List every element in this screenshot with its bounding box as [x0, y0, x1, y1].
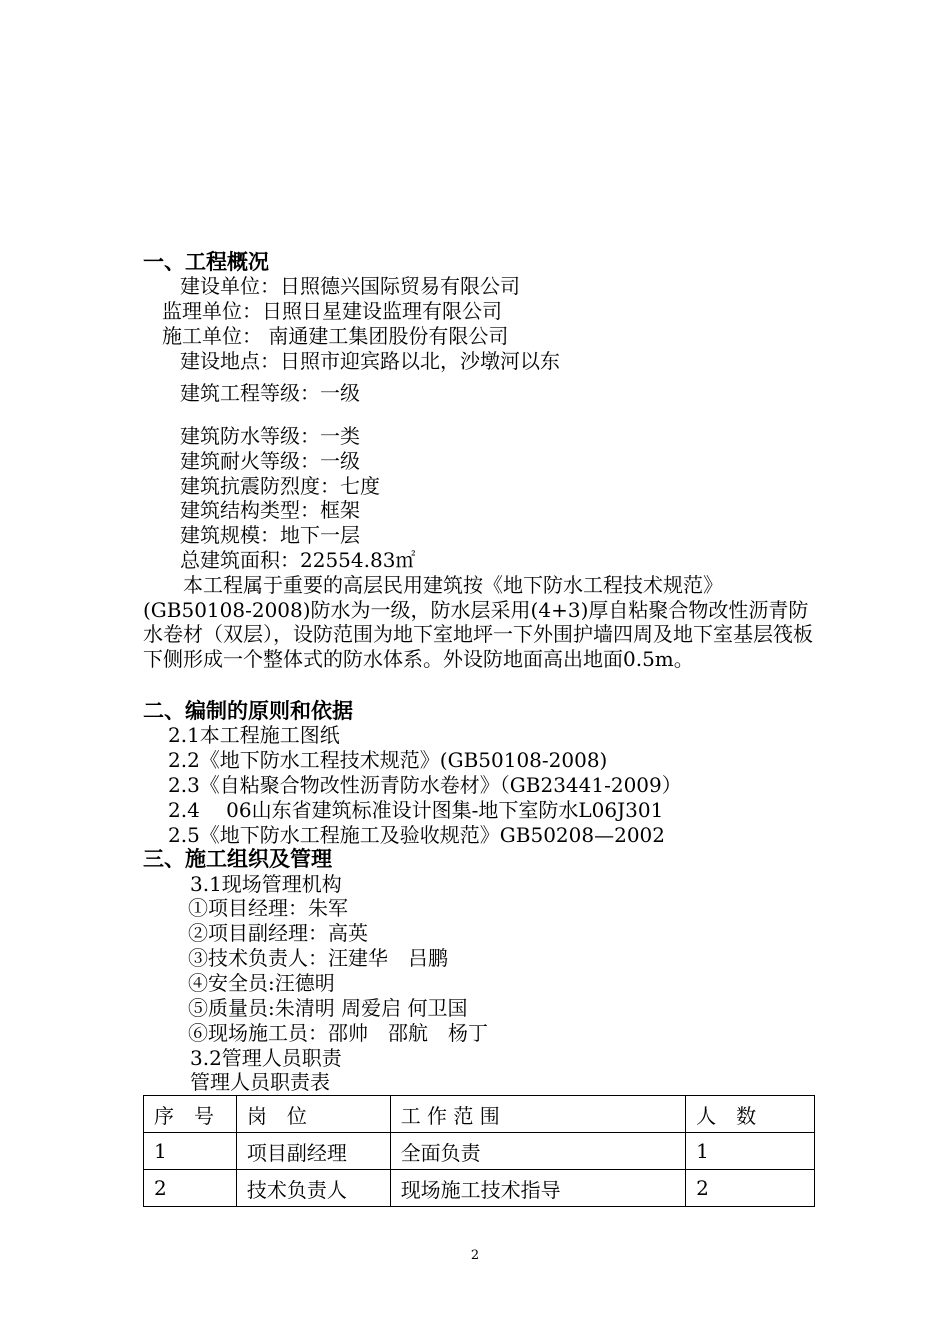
table-cell: 1: [144, 1133, 237, 1170]
section-heading-organization: 三、施工组织及管理: [143, 847, 332, 871]
table-cell: 现场施工技术指导: [390, 1170, 685, 1207]
construction-unit: 建设单位：日照德兴国际贸易有限公司: [180, 274, 520, 298]
contractor-unit: 施工单位： 南通建工集团股份有限公司: [162, 324, 509, 348]
basis-item: 2.4 06山东省建筑标准设计图集-地下室防水L06J301: [168, 798, 664, 822]
section-heading-basis: 二、编制的原则和依据: [143, 699, 353, 723]
table-cell: 1: [686, 1133, 815, 1170]
header-cell: 人 数: [686, 1096, 815, 1133]
page-number: 2: [470, 1248, 480, 1263]
staff-item: ⑥现场施工员：邵帅 邵航 杨丁: [188, 1021, 488, 1045]
total-floor-area: 总建筑面积：22554.83㎡: [180, 548, 416, 572]
paragraph-first-line: 本工程属于重要的高层民用建筑按《地下防水工程技术规范》: [183, 573, 723, 597]
table-row: [144, 1170, 815, 1207]
building-scale: 建筑规模：地下一层: [180, 523, 360, 547]
subsection-site-management: 3.1现场管理机构: [190, 872, 342, 896]
overview-paragraph: [143, 573, 815, 671]
subsection-duties: 3.2管理人员职责: [190, 1046, 342, 1070]
header-cell: 序 号: [144, 1096, 237, 1133]
staff-item: ③技术负责人：汪建华 吕鹏: [188, 946, 448, 970]
basis-item: 2.1本工程施工图纸: [168, 723, 340, 747]
construction-site: 建设地点：日照市迎宾路以北，沙墩河以东: [180, 349, 560, 373]
table-header-row: [144, 1096, 815, 1133]
basis-item: 2.3《自粘聚合物改性沥青防水卷材》（GB23441-2009）: [168, 773, 682, 797]
table-row: [144, 1133, 815, 1170]
basis-item: 2.5《地下防水工程施工及验收规范》GB50208—2002: [168, 823, 666, 847]
staff-item: ⑤质量员:朱清明 周爱启 何卫国: [188, 996, 468, 1020]
building-grade: 建筑工程等级：一级: [180, 381, 360, 405]
paragraph-body: (GB50108-2008)防水为一级，防水层采用(4+3)厚自粘聚合物改性沥青防水卷材（双层），设防范围为地下室地坪一下外围护墙四周及地下室基层筏板下侧形成一个整体式的防水体系。外设防地面高出地面0.5m。: [143, 597, 813, 671]
table-cell: 项目副经理: [236, 1133, 390, 1170]
waterproof-grade: 建筑防水等级：一类: [180, 424, 360, 448]
supervision-unit: 监理单位：日照日星建设监理有限公司: [162, 299, 502, 323]
header-cell: 岗 位: [236, 1096, 390, 1133]
staff-item: ④安全员:汪德明: [188, 971, 335, 995]
table-cell: 2: [686, 1170, 815, 1207]
section-heading-overview: 一、工程概况: [143, 250, 269, 274]
fire-grade: 建筑耐火等级：一级: [180, 449, 360, 473]
staff-item: ②项目副经理：高英: [188, 921, 368, 945]
table-caption: 管理人员职责表: [190, 1070, 330, 1094]
staff-item: ①项目经理：朱军: [188, 896, 348, 920]
structure-type: 建筑结构类型：框架: [180, 498, 360, 522]
basis-item: 2.2《地下防水工程技术规范》(GB50108-2008): [168, 748, 608, 772]
duties-table: [143, 1095, 815, 1207]
table-cell: 全面负责: [390, 1133, 685, 1170]
table-cell: 技术负责人: [236, 1170, 390, 1207]
header-cell: 工 作 范 围: [390, 1096, 685, 1133]
table-cell: 2: [144, 1170, 237, 1207]
seismic-intensity: 建筑抗震防烈度：七度: [180, 474, 380, 498]
